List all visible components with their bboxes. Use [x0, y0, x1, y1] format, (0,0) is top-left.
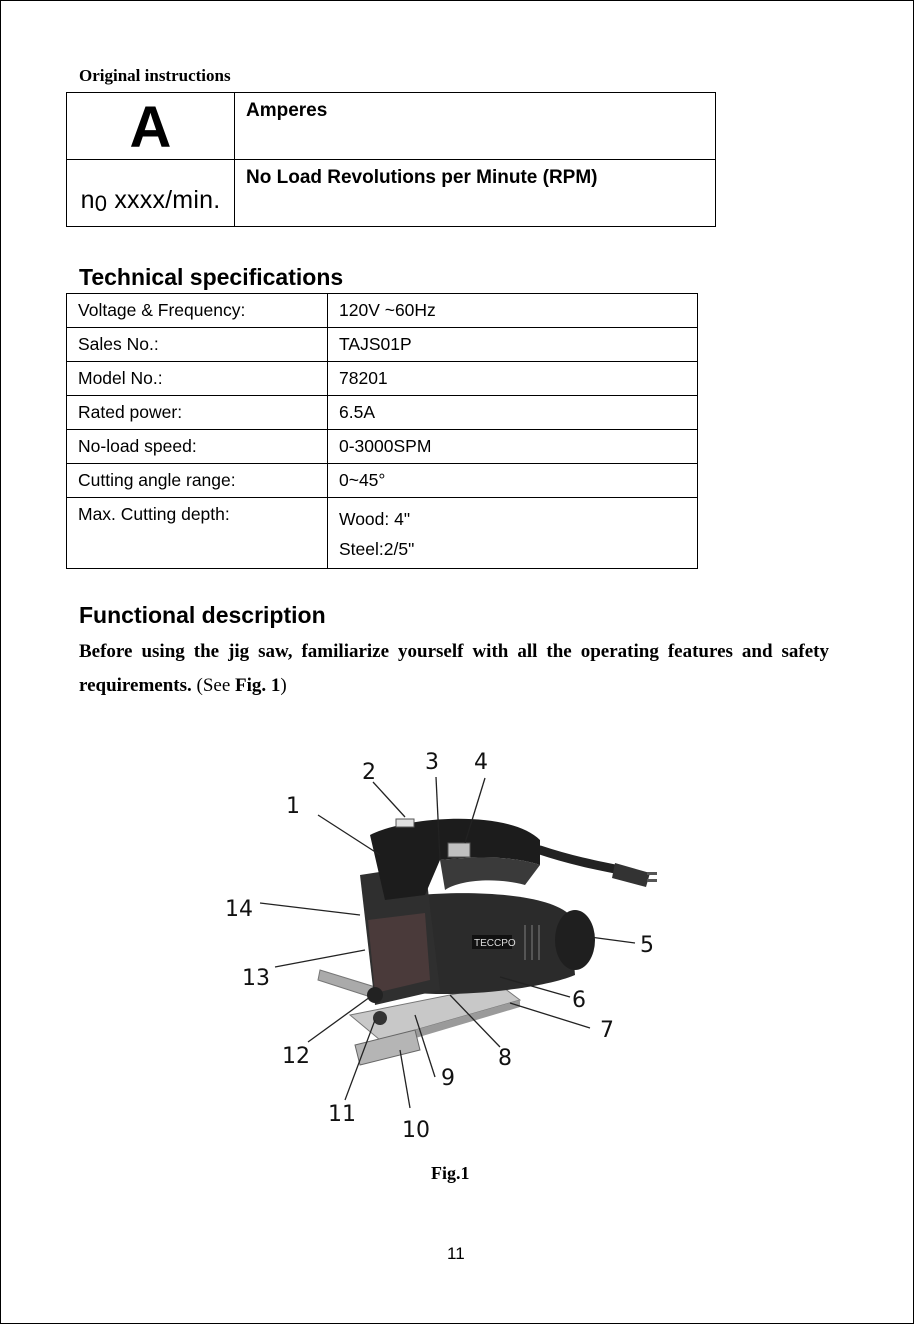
spec-value: 0~45° [328, 464, 698, 498]
spec-value [328, 498, 698, 569]
table-row [67, 160, 716, 227]
callout-number: 5 [640, 933, 654, 958]
callout-number: 13 [242, 966, 270, 991]
table-row [67, 328, 698, 362]
table-row [67, 294, 698, 328]
functional-paragraph [79, 635, 829, 703]
symbol-cell [67, 93, 235, 160]
callout-number: 11 [328, 1102, 356, 1127]
spec-label: Cutting angle range: [67, 464, 328, 498]
table-row [67, 498, 698, 569]
spec-label: Max. Cutting depth: [67, 498, 328, 569]
paragraph-see-text: (See [196, 675, 236, 696]
spec-value-line: Steel:2/5" [339, 539, 415, 559]
table-row [67, 396, 698, 430]
rpm-symbol-unit: xxxx/min. [114, 185, 221, 214]
callout-number: 14 [225, 897, 253, 922]
table-row [67, 430, 698, 464]
spec-value: 6.5A [328, 396, 698, 430]
table-row [67, 362, 698, 396]
figure-caption: Fig.1 [431, 1163, 470, 1183]
spec-label: Voltage & Frequency: [67, 294, 328, 328]
spec-value: TAJS01P [328, 328, 698, 362]
callout-number: 4 [474, 750, 488, 775]
rpm-symbol-subscript: 0 [94, 190, 108, 216]
figure-reference: Fig. 1 [235, 675, 281, 696]
amperes-symbol: A [129, 95, 172, 160]
tech-spec-heading: Technical specifications [79, 264, 344, 290]
callout-number: 2 [362, 760, 376, 785]
spec-value: 120V ~60Hz [328, 294, 698, 328]
functional-heading: Functional description [79, 602, 326, 628]
spec-value: 78201 [328, 362, 698, 396]
spec-value: 0-3000SPM [328, 430, 698, 464]
callout-number: 6 [572, 988, 586, 1013]
spec-label: Sales No.: [67, 328, 328, 362]
paragraph-bold-text: Before using the jig saw, familiarize yourself with all the operating features and safety requirements. [79, 641, 829, 696]
brand-logo: TECCPO [474, 938, 516, 949]
spec-label: Rated power: [67, 396, 328, 430]
callout-number: 12 [282, 1044, 310, 1069]
rpm-symbol [81, 172, 221, 215]
callout-number: 9 [441, 1066, 455, 1091]
callout-number: 7 [600, 1018, 614, 1043]
jigsaw-figure [210, 745, 670, 1145]
spec-value-line: Wood: 4" [339, 509, 411, 529]
symbol-cell [67, 160, 235, 227]
spec-label: No-load speed: [67, 430, 328, 464]
spec-label: Model No.: [67, 362, 328, 396]
callout-number: 1 [286, 794, 300, 819]
callout-number: 3 [425, 750, 439, 775]
paragraph-close: ) [280, 675, 287, 696]
rpm-symbol-prefix: n [80, 185, 95, 214]
callout-number: 10 [402, 1118, 430, 1143]
page-number: 11 [447, 1244, 465, 1263]
original-instructions-label: Original instructions [79, 66, 231, 85]
symbol-description: No Load Revolutions per Minute (RPM) [235, 160, 716, 227]
symbol-description: Amperes [235, 93, 716, 160]
callout-number: 8 [498, 1046, 512, 1071]
table-row [67, 464, 698, 498]
table-row [67, 93, 716, 160]
spec-table [66, 293, 698, 569]
symbol-table [66, 92, 716, 227]
